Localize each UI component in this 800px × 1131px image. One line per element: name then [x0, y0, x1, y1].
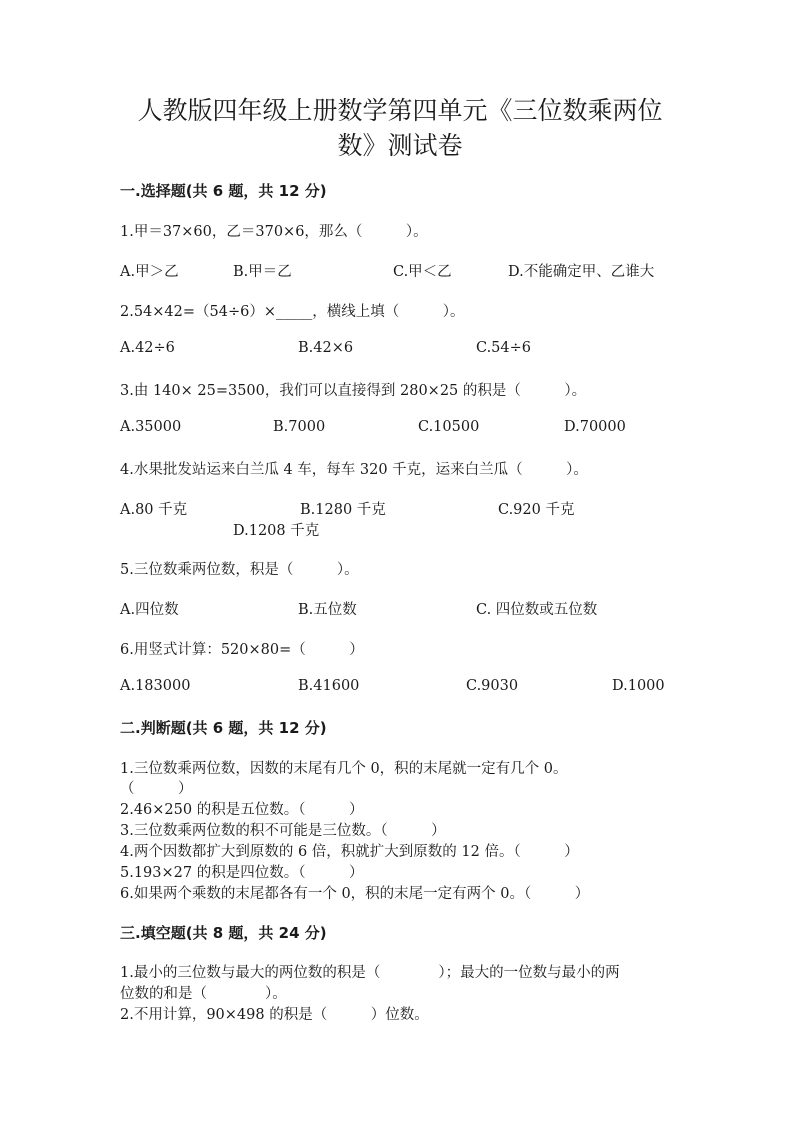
- option-c: C. 四位数或五位数: [476, 602, 598, 618]
- list-item: 4.两个因数都扩大到原数的 6 倍，积就扩大到原数的 12 倍。（ ）: [120, 844, 579, 860]
- question-stem: 4.水果批发站运来白兰瓜 4 车，每车 320 千克，运来白兰瓜（ ）。: [120, 462, 588, 478]
- question-stem: 2.54×42=（54÷6）×_____，横线上填（ ）。: [120, 304, 465, 320]
- option-b: B.41600: [298, 678, 360, 694]
- list-item: 6.如果两个乘数的末尾都各有一个 0，积的末尾一定有两个 0。（ ）: [120, 886, 590, 902]
- option-b: B.甲＝乙: [233, 264, 292, 280]
- option-b: B.1280 千克: [300, 502, 386, 518]
- option-a: A.183000: [120, 678, 191, 694]
- option-a: A.35000: [120, 419, 182, 435]
- section-heading-judgement: 二.判断题(共 6 题，共 12 分): [120, 719, 327, 737]
- option-d: D.70000: [564, 419, 626, 435]
- option-b: B.42×6: [298, 340, 354, 356]
- option-b: B.五位数: [298, 602, 357, 618]
- list-item: 位数的和是（ ）。: [120, 986, 287, 1002]
- option-a: A.四位数: [120, 602, 179, 618]
- section-heading-fill-blank: 三.填空题(共 8 题，共 24 分): [120, 924, 327, 942]
- option-a: A.80 千克: [120, 502, 188, 518]
- option-d: D.1208 千克: [233, 523, 320, 539]
- section-heading-choice: 一.选择题(共 6 题，共 12 分): [120, 182, 327, 200]
- question-stem: 6.用竖式计算：520×80=（ ）: [120, 642, 364, 658]
- option-c: C.54÷6: [476, 340, 532, 356]
- option-c: C.10500: [418, 419, 480, 435]
- option-c: C.920 千克: [498, 502, 575, 518]
- list-item: 2.不用计算，90×498 的积是（ ）位数。: [120, 1007, 429, 1023]
- list-item: 3.三位数乘两位数的积不可能是三位数。（ ）: [120, 823, 446, 839]
- question-stem: 1.甲＝37×60，乙＝370×6，那么（ ）。: [120, 224, 428, 240]
- list-item: 1.最小的三位数与最大的两位数的积是（ ）；最大的一位数与最小的两: [120, 965, 620, 981]
- question-stem: 3.由 140× 25=3500，我们可以直接得到 280×25 的积是（ ）。: [120, 383, 587, 399]
- title-line-1: 人教版四年级上册数学第四单元《三位数乘两位: [137, 96, 663, 125]
- title-line-2: 数》测试卷: [337, 131, 463, 160]
- option-d: D.1000: [612, 678, 665, 694]
- option-c: C.甲＜乙: [393, 264, 452, 280]
- list-item: 2.46×250 的积是五位数。（ ）: [120, 802, 364, 818]
- list-item: 5.193×27 的积是四位数。（ ）: [120, 865, 364, 881]
- option-c: C.9030: [466, 678, 519, 694]
- option-a: A.甲＞乙: [120, 264, 179, 280]
- option-b: B.7000: [273, 419, 326, 435]
- list-item: （ ）: [120, 781, 193, 797]
- question-stem: 5.三位数乘两位数，积是（ ）。: [120, 562, 359, 578]
- option-a: A.42÷6: [120, 340, 175, 356]
- option-d: D.不能确定甲、乙谁大: [508, 264, 655, 280]
- list-item: 1.三位数乘两位数，因数的末尾有几个 0，积的末尾就一定有几个 0。: [120, 761, 568, 777]
